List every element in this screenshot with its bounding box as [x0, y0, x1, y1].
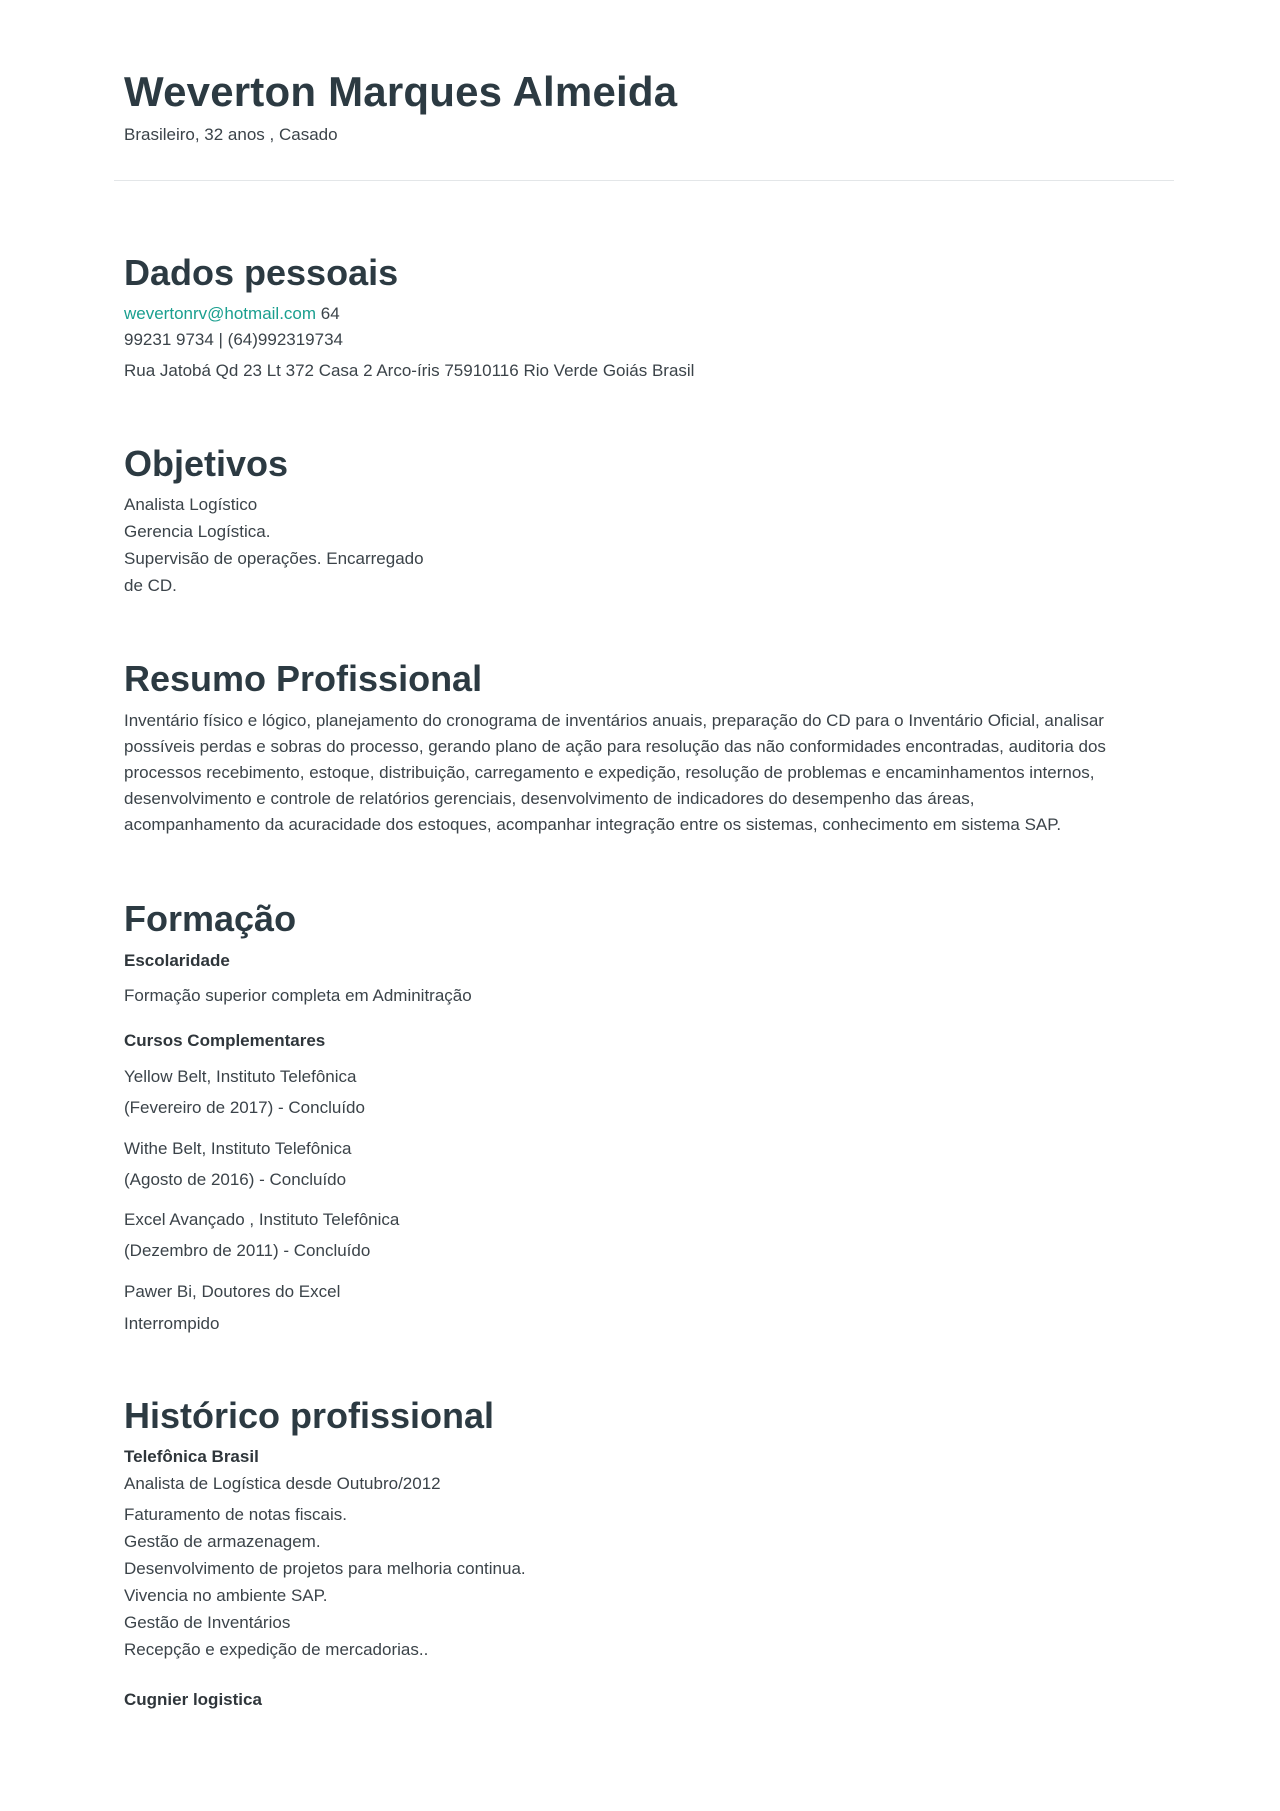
section-title-objetivos: Objetivos	[124, 443, 289, 484]
section-title-historico: Histórico profissional	[124, 1395, 495, 1436]
job-duty: Gestão de armazenagem.	[124, 1532, 321, 1551]
email-link[interactable]: wevertonrv@hotmail.com	[124, 304, 317, 323]
objective-line: de CD.	[124, 576, 177, 595]
job-duty: Vivencia no ambiente SAP.	[124, 1586, 328, 1605]
address-line: Rua Jatobá Qd 23 Lt 372 Casa 2 Arco-íris 75910116 Rio Verde Goiás Brasil	[124, 361, 695, 380]
cursos-label: Cursos Complementares	[124, 1031, 326, 1050]
objective-line: Gerencia Logística.	[124, 522, 271, 541]
course-status: (Agosto de 2016) - Concluído	[124, 1170, 347, 1189]
course-status: (Fevereiro de 2017) - Concluído	[124, 1098, 365, 1117]
job-duty: Faturamento de notas fiscais.	[124, 1505, 348, 1524]
course-status: (Dezembro de 2011) - Concluído	[124, 1241, 371, 1260]
course-status: Interrompido	[124, 1314, 220, 1333]
escolaridade-label: Escolaridade	[124, 951, 230, 970]
escolaridade-text: Formação superior completa em Adminitração	[124, 986, 472, 1005]
section-title-resumo: Resumo Profissional	[124, 658, 483, 699]
job-role: Analista de Logística desde Outubro/2012	[124, 1474, 441, 1493]
candidate-subtitle: Brasileiro, 32 anos , Casado	[124, 125, 338, 144]
job-company: Cugnier logistica	[124, 1690, 262, 1709]
resumo-line: Inventário físico e lógico, planejamento do cronograma de inventários anuais, preparação do CD para o Inventário Oficial, analisar	[124, 711, 1104, 730]
course-name: Yellow Belt, Instituto Telefônica	[124, 1067, 357, 1086]
section-title-formacao: Formação	[124, 898, 297, 939]
course-name: Withe Belt, Instituto Telefônica	[124, 1139, 352, 1158]
header-divider	[114, 180, 1174, 181]
section-title-dados-pessoais: Dados pessoais	[124, 252, 399, 293]
contact-email-line	[124, 304, 340, 324]
phone-line: 99231 9734 | (64)992319734	[124, 330, 343, 349]
objective-line: Analista Logístico	[124, 495, 258, 514]
course-name: Excel Avançado , Instituto Telefônica	[124, 1210, 400, 1229]
resumo-line: desenvolvimento e controle de relatórios gerenciais, desenvolvimento de indicadores do desempenho das áreas,	[124, 789, 975, 808]
resumo-line: processos recebimento, estoque, distribuição, carregamento e expedição, resolução de problemas e encaminhamentos internos,	[124, 763, 1095, 782]
resumo-line: possíveis perdas e sobras do processo, gerando plano de ação para resolução das não conformidades encontradas, auditoria dos	[124, 737, 1106, 756]
course-name: Pawer Bi, Doutores do Excel	[124, 1282, 341, 1301]
objective-line: Supervisão de operações. Encarregado	[124, 549, 424, 568]
job-company: Telefônica Brasil	[124, 1447, 259, 1466]
resumo-line: acompanhamento da acuracidade dos estoques, acompanhar integração entre os sistemas, conhecimento em sistema SAP.	[124, 815, 1062, 834]
job-duty: Recepção e expedição de mercadorias..	[124, 1640, 429, 1659]
job-duty: Desenvolvimento de projetos para melhoria continua.	[124, 1559, 526, 1578]
phone-prefix: 64	[320, 304, 340, 323]
job-duty: Gestão de Inventários	[124, 1613, 291, 1632]
candidate-name: Weverton Marques Almeida	[124, 68, 678, 115]
